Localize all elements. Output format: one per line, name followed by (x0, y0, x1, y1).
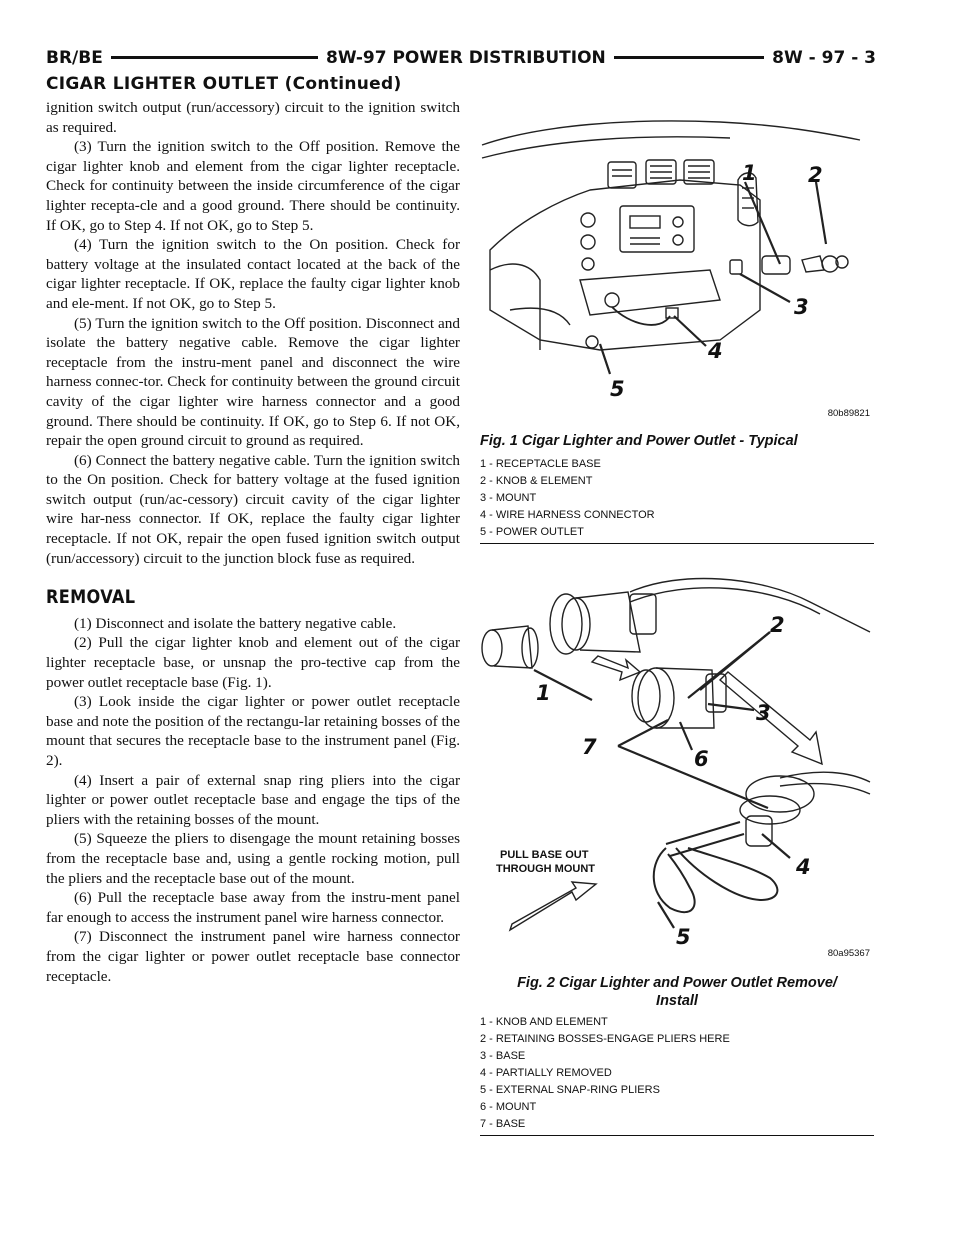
header-center: 8W-97 POWER DISTRIBUTION (318, 44, 614, 72)
fig1-callout-3: 3 (794, 295, 809, 319)
removal-step: (6) Pull the receptacle base away from the instru-ment panel far enough to access the instrument panel wire harness connector. (46, 889, 460, 926)
fig1-legend-item: 1 - RECEPTACLE BASE (480, 458, 601, 470)
fig1-legend-item: 2 - KNOB & ELEMENT (480, 475, 593, 487)
running-header (46, 44, 876, 72)
fig2-callout-1: 1 (536, 681, 551, 705)
fig1-callout-1: 1 (742, 161, 757, 185)
fig1-legend-item: 4 - WIRE HARNESS CONNECTOR (480, 509, 655, 521)
body-text-column (46, 98, 460, 986)
removal-step: (2) Pull the cigar lighter knob and element out of the cigar lighter receptacle base, or unsnap the pro-tective cap from the power outlet receptacle base (Fig. 1). (46, 634, 460, 691)
fig2-callout-3: 3 (756, 701, 771, 725)
fig1-callout-2: 2 (808, 163, 823, 187)
fig1-legend (480, 456, 874, 544)
removal-step: (1) Disconnect and isolate the battery negative cable. (74, 614, 397, 632)
header-left: BR/BE (38, 44, 111, 72)
fig2-legend-item: 7 - BASE (480, 1118, 526, 1130)
removal-heading: REMOVAL (46, 586, 136, 609)
dashboard-illustration (480, 110, 874, 428)
removal-step: (3) Look inside the cigar lighter or power outlet receptacle base and note the position of the rectangu-lar retaining bosses of the mount that secures the receptacle base to the instrument panel (Fig. 2). (46, 693, 460, 769)
section-title: CIGAR LIGHTER OUTLET (Continued) (46, 74, 402, 94)
fig2-note-line-1: PULL BASE OUT (500, 849, 589, 861)
figure-2-illustration (480, 572, 874, 962)
paragraph: (3) Turn the ignition switch to the Off position. Remove the cigar lighter knob and element from the cigar lighter receptacle. Check for continuity between the inside circumference of the cigar lighter recepta-cle and a good ground. There should be continuity. If OK, go to Step 4. If not OK, go to Step 5. (46, 138, 460, 234)
fig1-code: 80b89821 (827, 408, 870, 419)
fig2-caption-line-2: Install (656, 993, 698, 1009)
fig2-callout-5: 5 (676, 925, 691, 949)
removal-step: (7) Disconnect the instrument panel wire harness connector from the cigar lighter or power outlet receptacle base connector receptacle. (46, 928, 460, 985)
fig2-legend-item: 4 - PARTIALLY REMOVED (480, 1067, 612, 1079)
fig2-code: 80a95367 (827, 948, 870, 959)
lighter-removal-illustration (480, 572, 874, 962)
fig2-legend-item: 2 - RETAINING BOSSES-ENGAGE PLIERS HERE (480, 1033, 730, 1045)
fig2-legend-item: 3 - BASE (480, 1050, 526, 1062)
fig1-legend-item: 5 - POWER OUTLET (480, 526, 584, 538)
fig1-callout-4: 4 (708, 339, 723, 363)
fig1-caption: Fig. 1 Cigar Lighter and Power Outlet - Typical (480, 433, 798, 449)
fig2-callout-4: 4 (796, 855, 811, 879)
fig2-legend-item: 5 - EXTERNAL SNAP-RING PLIERS (480, 1084, 660, 1096)
paragraph: (5) Turn the ignition switch to the Off position. Disconnect and isolate the battery negative cable. Remove the cigar lighter receptacle from the instru-ment panel and disconnect the wire harness connec-tor. Check for continuity between the ground circuit cavity of the cigar lighter wire harness connector and a good ground. There should be continuity. If OK, go to Step 6. If not OK, repair the open ground circuit to ground as required. (46, 314, 460, 450)
fig2-legend-item: 6 - MOUNT (480, 1101, 537, 1113)
fig2-caption-line-1: Fig. 2 Cigar Lighter and Power Outlet Remove/ (517, 975, 837, 991)
fig2-callout-7: 7 (582, 735, 597, 759)
fig2-legend-item: 1 - KNOB AND ELEMENT (480, 1016, 608, 1028)
fig2-note-line-2: THROUGH MOUNT (496, 863, 595, 875)
figure-1-illustration (480, 110, 874, 428)
fig2-callout-2: 2 (770, 613, 785, 637)
fig2-callout-6: 6 (694, 747, 709, 771)
paragraph: (6) Connect the battery negative cable. Turn the ignition switch to the On position. Check for battery voltage at the fused ignition switch output (run/ac-cessory) circuit cavity of the cigar lighter wire har-ness connector. If OK, replace the faulty cigar lighter receptacle. If not OK, repair the open fused ignition switch output (run/accessory) circuit to the junction block fuse as required. (46, 451, 460, 567)
paragraph: (4) Turn the ignition switch to the On position. Check for battery voltage at the insulated contact located at the back of the cigar lighter receptacle. If OK, replace the faulty cigar lighter knob and ele-ment. If not OK, go to Step 5. (46, 236, 460, 312)
fig2-caption (480, 974, 874, 1010)
fig2-legend (480, 1014, 874, 1136)
removal-step: (5) Squeeze the pliers to disengage the mount retaining bosses from the receptacle base and, using a gentle rocking motion, pull the pliers and the receptacle base out of the mount. (46, 830, 460, 887)
removal-step: (4) Insert a pair of external snap ring pliers into the cigar lighter or power outlet receptacle base and engage the tips of the pliers with the retaining bosses of the mount. (46, 771, 460, 828)
fig1-callout-5: 5 (610, 377, 625, 401)
header-right: 8W - 97 - 3 (764, 44, 884, 72)
fig1-legend-item: 3 - MOUNT (480, 492, 537, 504)
paragraph: ignition switch output (run/accessory) circuit to the ignition switch as required. (46, 99, 460, 136)
